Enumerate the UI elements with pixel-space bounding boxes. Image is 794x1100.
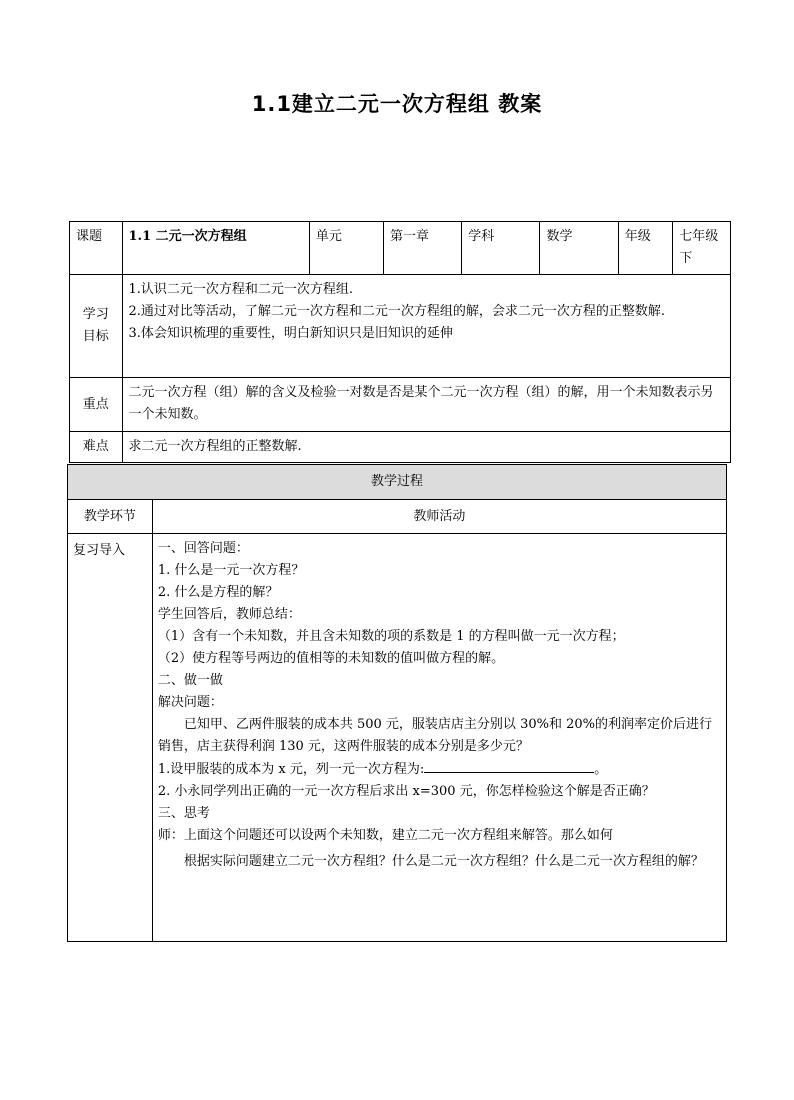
goal-item-2: 2.通过对比等活动，了解二元一次方程和二元一次方程组的解，会求二元一次方程的正整数解. (128, 304, 666, 319)
problem-statement: 已知甲、乙两件服装的成本共 500 元，服装店店主分别以 30%和 20%的利润率定价后进行销售，店主获得利润 130 元，这两件服装的成本分别是多少元？ (157, 717, 712, 754)
activity-line: 一、回答问题： (157, 541, 249, 556)
process-columns-row (68, 500, 727, 534)
page-title: 1.1建立二元一次方程组 教案 (251, 92, 543, 116)
activity-line: （2）使方程等号两边的值相等的未知数的值叫做方程的解。 (157, 651, 505, 666)
unit-value: 第一章 (384, 222, 462, 275)
stage-label: 复习导入 (68, 534, 153, 942)
teaching-process-table (67, 464, 727, 942)
activity-line: 2. 小永同学列出正确的一元一次方程后求出 x=300 元，你怎样检验这个解是否正确？ (157, 784, 655, 799)
key-content: 二元一次方程（组）解的含义及检验一对数是否是某个二元一次方程（组）的解，用一个未知数表示另一个未知数。 (122, 378, 731, 432)
info-row-key (70, 378, 731, 432)
difficulty-content: 求二元一次方程组的正整数解. (122, 432, 731, 463)
col-stage-header: 教学环节 (68, 500, 153, 534)
activity-line: 解决问题： (157, 695, 223, 710)
process-row-review (68, 534, 727, 942)
activity-line: 学生回答后，教师总结： (157, 607, 301, 622)
goals-label-line2: 目标 (82, 329, 109, 344)
equation-prompt: 1.设甲服装的成本为 x 元，列一元一次方程为: (157, 762, 425, 777)
process-header-row (68, 465, 727, 500)
grade-label: 年级 (618, 222, 673, 275)
answer-blank (424, 758, 594, 773)
goals-content (122, 275, 731, 378)
activity-line: 师：上面这个问题还可以设两个未知数，建立二元一次方程组来解答。那么如何 (157, 828, 613, 843)
activity-line-with-blank (158, 758, 721, 781)
teacher-activity (152, 534, 726, 942)
activity-line: 三、思考 (157, 806, 210, 821)
info-row-basic (70, 222, 731, 275)
lesson-info-table (69, 221, 731, 463)
goals-label (70, 275, 123, 378)
activity-line: （1）含有一个未知数，并且含未知数的项的系数是 1 的方程叫做一元一次方程； (157, 629, 625, 644)
process-header: 教学过程 (68, 465, 727, 500)
grade-value (673, 222, 731, 275)
unit-label: 单元 (309, 222, 383, 275)
goal-item-3: 3.体会知识梳理的重要性，明白新知识只是旧知识的延伸 (128, 326, 453, 341)
goal-item-1: 1.认识二元一次方程和二元一次方程组. (128, 282, 354, 297)
info-row-difficulty (70, 432, 731, 463)
col-activity-header: 教师活动 (152, 500, 726, 534)
subject-label: 学科 (462, 222, 540, 275)
difficulty-label: 难点 (70, 432, 123, 463)
topic-value: 1.1 二元一次方程组 (122, 222, 309, 275)
subject-value: 数学 (540, 222, 618, 275)
info-row-goals (70, 275, 731, 378)
goals-label-line1: 学习 (82, 307, 109, 322)
activity-line: 2. 什么是方程的解？ (157, 585, 279, 600)
grade-value-line1: 七年级 (679, 229, 719, 244)
activity-line: 二、做一做 (157, 673, 223, 688)
activity-line: 根据实际问题建立二元一次方程组？什么是二元一次方程组？什么是二元一次方程组的解？ (183, 854, 704, 869)
key-label: 重点 (70, 378, 123, 432)
grade-value-line2: 下 (679, 251, 693, 266)
period-mark: 。 (594, 762, 608, 777)
topic-label: 课题 (70, 222, 123, 275)
activity-line: 1. 什么是一元一次方程？ (157, 563, 305, 578)
